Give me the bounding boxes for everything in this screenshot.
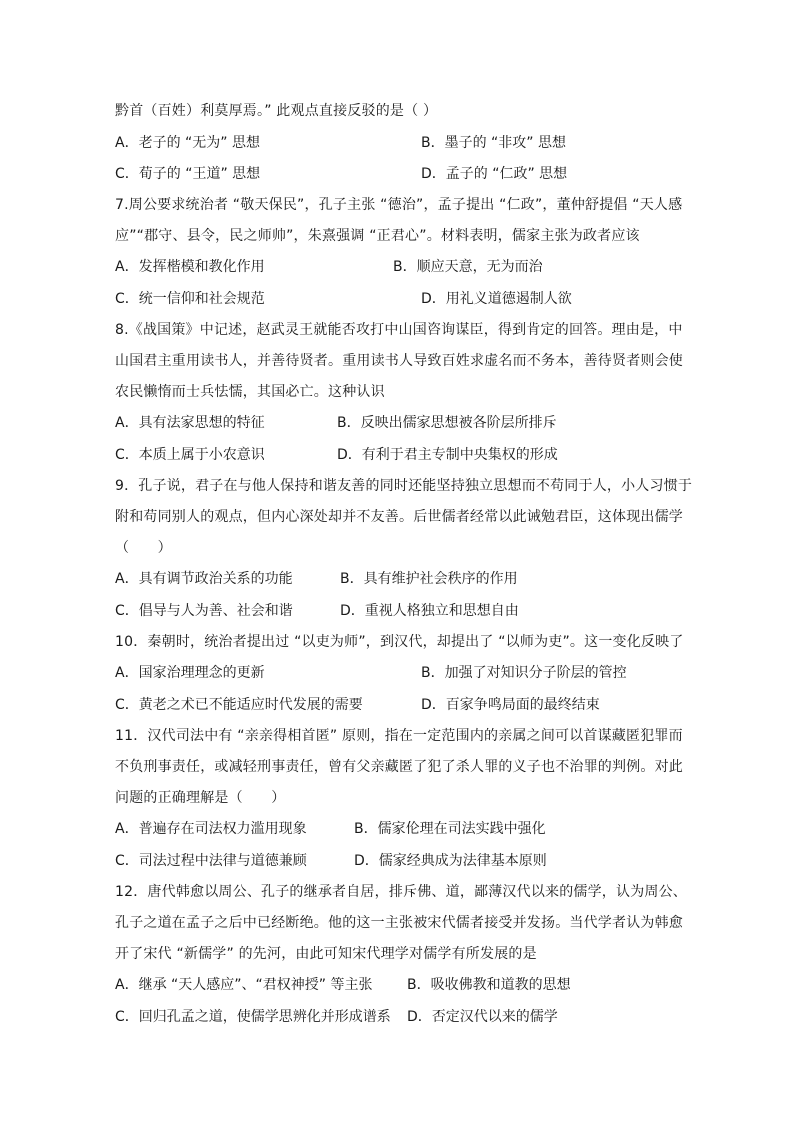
q11-stem-line: 问题的正确理解是（ ） [115,790,286,806]
prev-option-d: D．孟子的 “仁政” 思想 [421,166,568,182]
q11-option-d: D．儒家经典成为法律基本原则 [354,853,547,869]
q7-stem-line: 应”“郡守、县令，民之师帅”，朱熹强调 “正君心”。材料表明，儒家主张为政者应该 [115,228,640,244]
q8-stem-line: 农民懒惰而士兵怯懦，其国必亡。这种认识 [115,384,385,400]
q9-option-b: B．具有维护社会秩序的作用 [340,571,518,587]
q12-option-b: B．吸收佛教和道教的思想 [407,977,571,993]
q10-option-a: A．国家治理理念的更新 [115,665,265,681]
q9-option-d: D．重视人格独立和思想自由 [340,603,519,619]
q8-option-a: A．具有法家思想的特征 [115,415,265,431]
q9-stem-line: 9．孔子说，君子在与他人保持和谐友善的同时还能坚持独立思想而不苟同于人，小人习惯于 [115,478,693,494]
q9-option-a: A．具有调节政治关系的功能 [115,571,293,587]
prev-question-stem: 黔首（百姓）利莫厚焉。” 此观点直接反驳的是（ ） [115,103,438,119]
q7-option-d: D．用礼义道德遏制人欲 [421,291,572,307]
q7-stem-line: 7.周公要求统治者 “敬天保民”，孔子主张 “德治”，孟子提出 “仁政”，董仲舒提倡 “天人感 [115,197,683,213]
prev-option-b: B．墨子的 “非攻” 思想 [421,135,567,151]
q12-option-a: A．继承 “天人感应”、“君权神授” 等主张 [115,977,373,993]
prev-option-a: A．老子的 “无为” 思想 [115,135,260,151]
q10-option-c: C．黄老之术已不能适应时代发展的需要 [115,697,363,713]
q12-option-c: C．回归孔孟之道，使儒学思辨化并形成谱系 [115,1009,391,1025]
q12-option-d: D．否定汉代以来的儒学 [407,1009,558,1025]
q9-option-c: C．倡导与人为善、社会和谐 [115,603,293,619]
q11-option-b: B．儒家伦理在司法实践中强化 [354,821,546,837]
q10-option-b: B．加强了对知识分子阶层的管控 [421,665,627,681]
q11-option-c: C．司法过程中法律与道德兼顾 [115,853,307,869]
q8-stem-line: 山国君主重用读书人，并善待贤者。重用读书人导致百姓求虚名而不务本，善待贤者则会使 [115,353,683,369]
q12-stem-line: 12．唐代韩愈以周公、孔子的继承者自居，排斥佛、道，鄙薄汉代以来的儒学，认为周公、 [115,884,688,900]
q11-stem-line: 不负刑事责任，或减轻刑事责任，曾有父亲藏匿了犯了杀人罪的义子也不治罪的判例。对此 [115,759,683,775]
q11-stem-line: 11．汉代司法中有 “亲亲得相首匿” 原则，指在一定范围内的亲属之间可以首谋藏匿犯罪而 [115,728,683,744]
q8-stem-line: 8.《战国策》中记述，赵武灵王就能否攻打中山国咨询谋臣，得到肯定的回答。理由是，中 [115,322,683,338]
q7-option-a: A．发挥楷模和教化作用 [115,259,265,275]
q10-stem-line: 10．秦朝时，统治者提出过 “以吏为师”，到汉代，却提出了 “以师为吏”。这一变化反映了 [115,634,684,650]
q8-option-c: C．本质上属于小农意识 [115,447,265,463]
q7-option-c: C．统一信仰和社会规范 [115,291,265,307]
prev-option-c: C．荀子的 “王道” 思想 [115,166,261,182]
q11-option-a: A．普遍存在司法权力滥用现象 [115,821,307,837]
q12-stem-line: 孔子之道在孟子之后中已经断绝。他的这一主张被宋代儒者接受并发扬。当代学者认为韩愈 [115,915,683,931]
q10-option-d: D．百家争鸣局面的最终结束 [421,697,600,713]
q7-option-b: B．顺应天意，无为而治 [393,259,543,275]
q9-stem-line: （ ） [115,540,172,556]
q9-stem-line: 附和苟同别人的观点，但内心深处却并不友善。后世儒者经常以此诫勉君臣，这体现出儒学 [115,509,683,525]
q8-option-d: D．有利于君主专制中央集权的形成 [337,447,558,463]
q8-option-b: B．反映出儒家思想被各阶层所排斥 [337,415,557,431]
q12-stem-line: 开了宋代 “新儒学” 的先河，由此可知宋代理学对儒学有所发展的是 [115,946,537,962]
